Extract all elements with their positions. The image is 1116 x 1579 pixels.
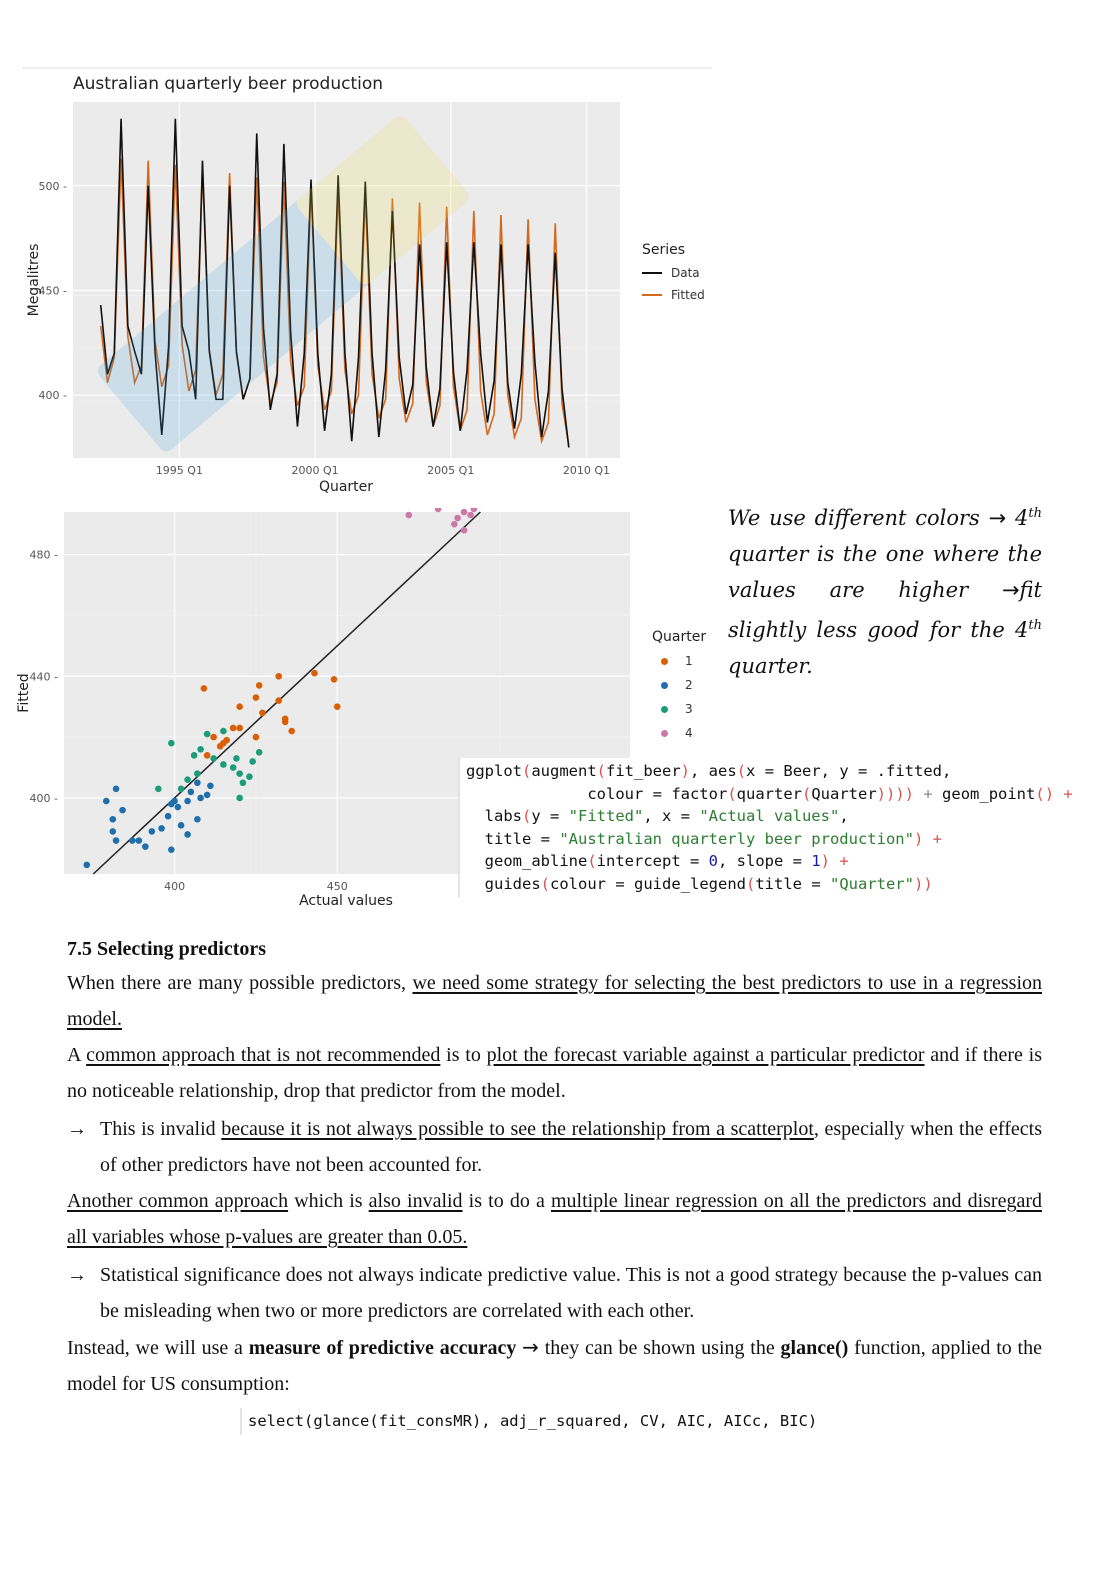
scatter-point-q1	[223, 737, 230, 744]
section-heading: 7.5 Selecting predictors	[67, 938, 267, 960]
paragraph-1: When there are many possible predictors, we need some strategy for selecting the best predictors to use in a regression model.	[67, 972, 1042, 1030]
scatter-point-q3	[236, 795, 243, 802]
y-tick-label: 500 -	[38, 179, 67, 193]
scatter-point-q2	[109, 816, 116, 823]
scatter-point-q4	[461, 509, 468, 516]
legend-title: Series	[642, 242, 686, 258]
scatter-point-q4	[451, 521, 458, 528]
scatter-point-q2	[119, 807, 126, 814]
scatter-point-q2	[204, 792, 211, 799]
scatter-point-q2	[175, 804, 182, 811]
paragraph-3: → This is invalid because it is not always possible to see the relationship from a scatterplot, especially when the effects of other predictors have not been accounted for.	[67, 1111, 1042, 1183]
x-tick-label: 2010 Q1	[562, 464, 611, 477]
legend-dot-q2	[661, 682, 668, 689]
code-snippet: select(glance(fit_consMR), adj_r_squared, CV, AIC, AICc, BIC)	[240, 1408, 817, 1435]
paragraph-5: → Statistical significance does not always indicate predictive value. This is not a good strategy because the p-values can be misleading when two or more predictors are correlated with each other.	[67, 1257, 1042, 1329]
x-tick-label: 2005 Q1	[427, 464, 475, 477]
scatter-point-q2	[103, 798, 110, 805]
chart-note: We use different colors → 4th quarter is the one where the values are higher →fit slightly less good for the 4th quarter.	[728, 506, 1042, 678]
scatter-point-q2	[178, 822, 185, 829]
scatter-point-q1	[253, 694, 260, 701]
scatter-point-q3	[197, 746, 204, 753]
scatter-point-q2	[129, 837, 136, 844]
legend-swatch-fitted	[642, 294, 662, 296]
scatter-point-q1	[256, 682, 263, 689]
scatter-point-q2	[136, 837, 143, 844]
scatter-point-q1	[210, 734, 217, 741]
arrow-icon: →	[988, 506, 1007, 530]
scatter-point-q1	[282, 719, 289, 726]
scatter-point-q2	[109, 828, 116, 835]
y-tick-label: 400 -	[29, 791, 58, 805]
section-body	[67, 933, 1042, 1402]
scatter-point-q1	[331, 676, 338, 683]
scatter-point-q4	[406, 512, 413, 519]
y-axis-label: Megalitres	[26, 243, 42, 317]
legend-title: Quarter	[652, 629, 707, 645]
scatter-point-q1	[204, 752, 211, 759]
legend-item-fitted: Fitted	[642, 288, 732, 302]
scatter-point-q2	[184, 798, 191, 805]
x-axis-label: Actual values	[299, 893, 393, 909]
code-block: ggplot(augment(fit_beer), aes(x = Beer, y = .fitted, colour = factor(quarter(Quarter)))) + geom_point() + labs(y = "Fitted", x = "Actual values", title = "Australian quarterly beer production") + geom_abline(intercept = 0, slope = 1) + guides(colour = guide_legend(title = "Quarter"))	[458, 758, 1073, 897]
scatter-point-q2	[142, 843, 149, 850]
scatter-point-q4	[454, 515, 461, 522]
scatter-point-q1	[236, 725, 243, 732]
series-legend	[642, 242, 732, 302]
scatter-point-q2	[207, 782, 214, 789]
scatter-point-q2	[188, 789, 195, 796]
scatter-point-q1	[311, 670, 318, 677]
scatter-point-q3	[168, 740, 175, 747]
chart1-title: Australian quarterly beer production	[73, 74, 384, 94]
legend-dot-q1	[661, 658, 668, 665]
scatter-point-q3	[233, 755, 240, 762]
scatter-point-q3	[178, 786, 185, 793]
scatter-point-q4	[467, 512, 474, 519]
scatter-point-q3	[220, 761, 227, 768]
legend-dot-q3	[661, 706, 668, 713]
scatter-point-q3	[210, 755, 217, 762]
legend-item-q2: 2	[652, 677, 732, 693]
scatter-point-q2	[171, 798, 178, 805]
scatter-point-q1	[201, 685, 208, 692]
y-axis-label: Fitted	[16, 673, 32, 713]
scatter-point-q2	[168, 846, 175, 853]
scatter-point-q2	[158, 825, 165, 832]
paragraph-6: Instead, we will use a measure of predictive accuracy → they can be shown using the glance() function, applied to the model for US consumption:	[67, 1335, 1042, 1395]
legend-item-data: Data	[642, 266, 732, 280]
legend-item-q1: 1	[652, 653, 732, 669]
top-rule	[22, 67, 712, 69]
scatter-point-q1	[230, 725, 237, 732]
scatter-point-q1	[253, 734, 260, 741]
scatter-point-q3	[191, 752, 198, 759]
paragraph-2: A common approach that is not recommended is to plot the forecast variable against a particular predictor and if there is no noticeable relationship, drop that predictor from the model.	[67, 1044, 1042, 1102]
legend-dot-q4	[661, 730, 668, 737]
scatter-point-q3	[249, 758, 256, 765]
scatter-point-q3	[236, 770, 243, 777]
arrow-icon: →	[67, 1264, 87, 1286]
scatter-point-q3	[220, 728, 227, 735]
arrow-icon: →	[67, 1118, 87, 1140]
scatter-point-q4	[471, 508, 478, 512]
arrow-icon: →	[1001, 578, 1020, 602]
x-tick-label: 1995 Q1	[155, 464, 203, 477]
scatter-point-q2	[113, 786, 120, 793]
scatter-point-q3	[246, 773, 253, 780]
y-tick-label: 450 -	[38, 284, 67, 298]
scatter-point-q1	[259, 709, 266, 716]
scatter-point-q1	[275, 697, 282, 704]
scatter-point-q2	[197, 795, 204, 802]
scatter-point-q3	[256, 749, 263, 756]
y-tick-label: 400 -	[38, 389, 67, 403]
scatter-point-q3	[240, 779, 247, 786]
x-tick-label: 450	[326, 880, 348, 893]
paragraph-4: Another common approach which is also invalid is to do a multiple linear regression on all the predictors and disregard all variables whose p-values are greater than 0.05.	[67, 1190, 1043, 1248]
scatter-point-q4	[435, 508, 442, 512]
quarter-legend	[652, 629, 732, 741]
scatter-point-q2	[194, 816, 201, 823]
scatter-point-q3	[194, 770, 201, 777]
scatter-point-q1	[275, 673, 282, 680]
y-tick-label: 440 -	[29, 670, 58, 684]
x-tick-label: 400	[164, 880, 186, 893]
line-chart	[20, 98, 630, 498]
legend-item-q3: 3	[652, 701, 732, 717]
scatter-point-q2	[149, 828, 156, 835]
scatter-point-q4	[461, 527, 468, 534]
legend-item-q4: 4	[652, 725, 732, 741]
y-tick-label: 480 -	[29, 548, 58, 562]
scatter-point-q1	[334, 703, 341, 710]
scatter-point-q2	[113, 837, 120, 844]
scatter-point-q2	[165, 813, 172, 820]
scatter-point-q1	[236, 703, 243, 710]
scatter-point-q1	[288, 728, 295, 735]
scatter-point-q3	[204, 731, 211, 738]
scatter-point-q3	[230, 764, 237, 771]
scatter-point-q2	[83, 862, 90, 869]
x-axis-label: Quarter	[318, 479, 374, 495]
x-tick-label: 2000 Q1	[291, 464, 339, 477]
scatter-point-q2	[184, 831, 191, 838]
scatter-point-q3	[155, 786, 162, 793]
arrow-icon: →	[522, 1335, 539, 1359]
scatter-point-q3	[184, 776, 191, 783]
legend-swatch-data	[642, 272, 662, 274]
scatter-point-q2	[194, 779, 201, 786]
